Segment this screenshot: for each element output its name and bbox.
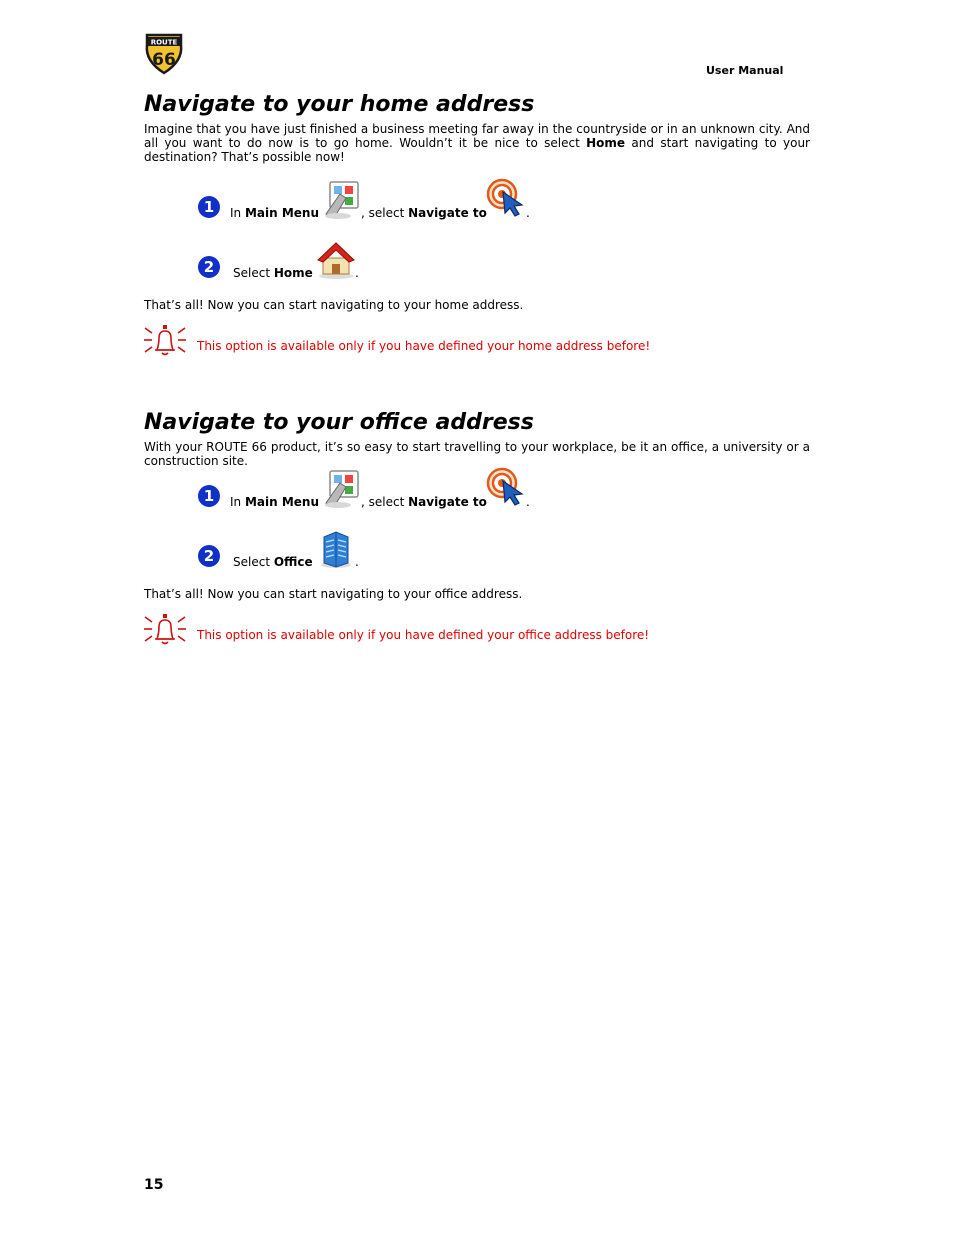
home-step-2 — [198, 240, 598, 284]
warning-bell-icon — [143, 613, 187, 647]
home-step-1-text-b: , select Navigate to — [361, 206, 487, 220]
warning-bell-icon — [143, 324, 187, 358]
home-step-2-period: . — [355, 266, 359, 280]
office-warning-text: This option is available only if you have defined your office address before! — [197, 628, 650, 642]
office-icon — [316, 529, 356, 569]
home-step-2-text: Select Home — [233, 266, 313, 280]
main-menu-icon — [322, 469, 362, 509]
navigate-to-icon — [486, 178, 526, 218]
header-title: User Manual — [706, 64, 784, 77]
office-step-1-text-a: In Main Menu — [230, 495, 320, 509]
home-conclusion: That’s all! Now you can start navigating to your home address. — [144, 298, 524, 312]
office-heading: Navigate to your office address — [144, 410, 534, 435]
navigate-to-icon — [486, 467, 526, 507]
office-intro: With your ROUTE 66 product, it’s so easy to start travelling to your workplace, be it an office, a university or a construction site. — [144, 440, 810, 468]
route66-logo — [143, 31, 185, 75]
home-step-1 — [198, 180, 598, 224]
logo-number: 66 — [152, 50, 176, 70]
office-step-1-text-b: , select Navigate to — [361, 495, 487, 509]
page-number: 15 — [144, 1177, 164, 1193]
home-warning-text: This option is available only if you have defined your home address before! — [197, 339, 651, 353]
office-step-1-period: . — [526, 495, 530, 509]
home-intro: Imagine that you have just finished a business meeting far away in the countryside or in an unknown city. And all you want to do now is to go home. Wouldn’t it be nice to select Home and start navigating to your destination? That’s possible now! — [144, 122, 810, 164]
home-heading: Navigate to your home address — [144, 92, 535, 117]
logo-top-text: ROUTE — [150, 38, 178, 47]
home-step-1-text-a: In Main Menu — [230, 206, 320, 220]
office-step-1 — [198, 469, 598, 513]
office-conclusion: That’s all! Now you can start navigating to your office address. — [144, 587, 523, 601]
home-icon — [316, 240, 356, 280]
office-step-2-text: Select Office — [233, 555, 313, 569]
office-step-2-period: . — [355, 555, 359, 569]
step-number-1: 1 — [198, 196, 220, 218]
main-menu-icon — [322, 180, 362, 220]
step-number-1: 1 — [198, 485, 220, 507]
step-number-2: 2 — [198, 256, 220, 278]
home-step-1-period: . — [526, 206, 530, 220]
office-step-2 — [198, 529, 598, 573]
step-number-2: 2 — [198, 545, 220, 567]
